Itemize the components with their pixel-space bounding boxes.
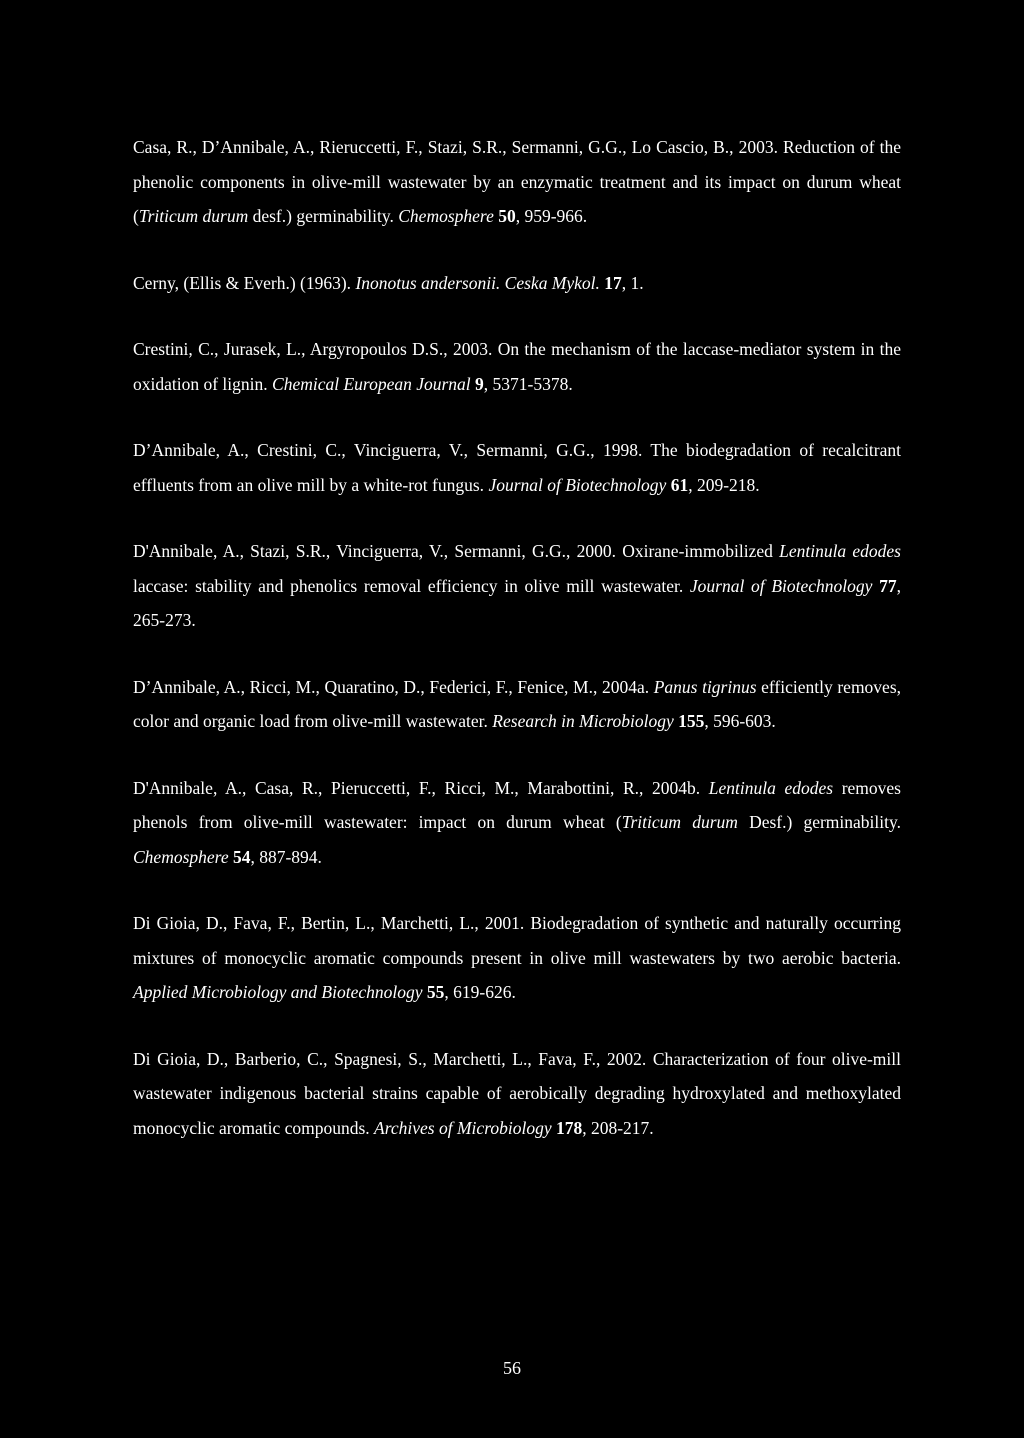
reference-text: Di Gioia, D., Barberio, C., Spagnesi, S., Marchetti, L., Fava, F., 2002. Characterization of four olive-mill wastewater indigenous bacterial strains capable of aerobically degrading hydroxylated and methoxylated monocyclic aromatic compounds. — [133, 1048, 901, 1138]
reference-volume: 178 — [555, 1117, 583, 1138]
reference-entry — [133, 130, 901, 234]
reference-text: , 596-603. — [704, 711, 776, 731]
page-number: 56 — [503, 1358, 521, 1378]
reference-entry — [133, 1042, 901, 1146]
reference-italic-text: Panus tigrinus — [653, 676, 757, 697]
reference-entry — [133, 332, 901, 401]
reference-text: , 887-894. — [250, 846, 322, 867]
reference-volume: 61 — [670, 474, 689, 495]
reference-text: D’Annibale, A., Ricci, M., Quaratino, D., Federici, F., Fenice, M., 2004a. — [133, 676, 654, 697]
reference-text: laccase: stability and phenolics removal efficiency in olive mill wastewater. — [133, 575, 690, 596]
reference-italic-text: Journal of Biotechnology — [689, 575, 873, 596]
reference-italic-text: Lentinula edodes — [779, 541, 901, 561]
reference-text: Casa, R., D’Annibale, A., Rieruccetti, F., Stazi, S.R., Sermanni, G.G., Lo Cascio, B., 2003. Reduction of the phenolic components in olive-mill wastewater by an enzymatic treatment and its impact on durum wheat ( — [133, 137, 901, 226]
reference-volume: 77 — [879, 575, 897, 596]
reference-volume: 54 — [232, 846, 251, 867]
reference-text: Cerny, (Ellis & Everh.) (1963). — [133, 272, 356, 293]
reference-volume: 55 — [426, 982, 445, 1002]
reference-text: desf.) germinability. — [248, 206, 399, 226]
reference-text: , 209-218. — [688, 474, 760, 495]
reference-italic-text: Triticum durum — [621, 812, 738, 832]
reference-text: , 619-626. — [444, 982, 516, 1002]
reference-volume: 50 — [498, 206, 516, 226]
reference-entry — [133, 670, 901, 739]
reference-text: D'Annibale, A., Stazi, S.R., Vinciguerra, V., Sermanni, G.G., 2000. Oxirane-immobilized — [133, 541, 780, 561]
reference-list — [133, 130, 901, 1177]
reference-volume: 9 — [475, 373, 484, 394]
reference-italic-text: Applied Microbiology and Biotechnology — [133, 982, 423, 1002]
reference-volume: 155 — [678, 711, 705, 731]
reference-italic-text: Journal of Biotechnology — [488, 474, 667, 495]
reference-text: removes phenols from olive-mill wastewater: impact on durum wheat ( — [133, 777, 901, 832]
reference-entry — [133, 906, 901, 1010]
reference-italic-text: Lentinula edodes — [708, 777, 834, 798]
reference-text: Di Gioia, D., Fava, F., Bertin, L., Marchetti, L., 2001. Biodegradation of synthetic and naturally occurring mixtures of monocyclic aromatic compounds present in olive mill wastewaters by two aerobic bacteria. — [133, 913, 901, 968]
reference-italic-text: Research in Microbiology — [492, 711, 674, 731]
reference-italic-text: Inonotus andersonii. Ceska Mykol. — [355, 272, 600, 293]
reference-text: , 959-966. — [515, 206, 588, 226]
reference-text: D’Annibale, A., Crestini, C., Vinciguerra, V., Sermanni, G.G., 1998. The biodegradation of recalcitrant effluents from an olive mill by a white-rot fungus. — [133, 440, 901, 495]
reference-text: , 5371-5378. — [483, 373, 573, 394]
reference-italic-text: Chemosphere — [133, 846, 229, 867]
reference-entry — [133, 433, 901, 502]
reference-text: , 1. — [621, 272, 644, 293]
reference-text: , 265-273. — [133, 575, 901, 630]
reference-entry — [133, 534, 901, 638]
reference-entry — [133, 266, 901, 301]
reference-entry — [133, 771, 901, 875]
reference-italic-text: Archives of Microbiology — [374, 1117, 552, 1138]
reference-italic-text: Chemical European Journal — [272, 373, 471, 394]
reference-italic-text: Chemosphere — [398, 206, 494, 226]
reference-italic-text: Triticum durum — [138, 206, 249, 226]
reference-text: D'Annibale, A., Casa, R., Pieruccetti, F., Ricci, M., Marabottini, R., 2004b. — [133, 777, 709, 798]
reference-text: Crestini, C., Jurasek, L., Argyropoulos D.S., 2003. On the mechanism of the laccase-mediator system in the oxidation of lignin. — [133, 339, 901, 394]
reference-text: , 208-217. — [582, 1117, 654, 1138]
reference-text: efficiently removes, color and organic load from olive-mill wastewater. — [133, 676, 902, 731]
reference-volume: 17 — [604, 272, 622, 293]
reference-text: Desf.) germinability. — [737, 812, 901, 832]
